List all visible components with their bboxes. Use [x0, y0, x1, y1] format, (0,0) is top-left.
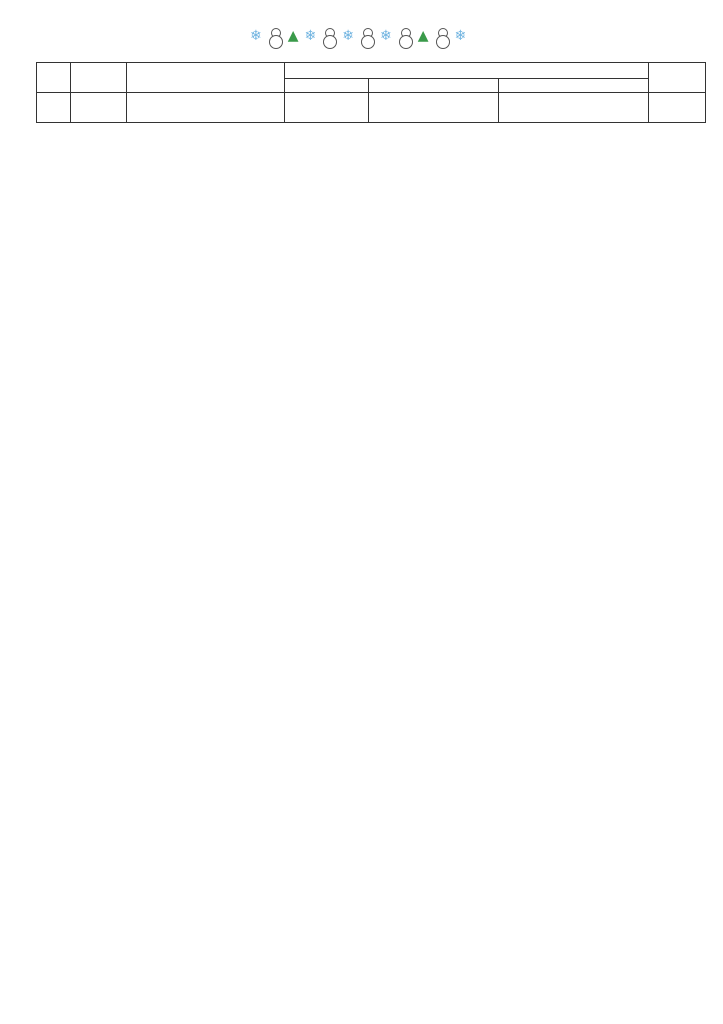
table-row: [37, 93, 706, 123]
snowman-icon: [322, 28, 336, 48]
snack10-cell: [71, 93, 127, 123]
snowman-icon: [435, 28, 449, 48]
header-ingredients: [285, 63, 649, 79]
header-date: [37, 63, 71, 93]
tree-icon: ▲: [417, 28, 429, 44]
snowflake-icon: ❄: [304, 28, 317, 44]
header-lunch: [127, 63, 285, 93]
lunch-cell: [127, 93, 285, 123]
date-cell: [37, 93, 71, 123]
snowman-icon: [268, 28, 282, 48]
header-body: [499, 79, 649, 93]
snowman-icon: [398, 28, 412, 48]
tree-icon: ▲: [287, 28, 299, 44]
snowflake-icon: ❄: [342, 28, 354, 44]
energy-cell: [285, 93, 369, 123]
snack3-cell: [649, 93, 706, 123]
menu-table: [36, 62, 706, 123]
menu-body: [37, 93, 706, 123]
header-snack10: [71, 63, 127, 93]
snowflake-icon: ❄: [379, 28, 392, 44]
body-cell: [499, 93, 649, 123]
snowflake-icon: ❄: [250, 28, 262, 44]
winter-decoration: [250, 28, 466, 58]
snowflake-icon: ❄: [454, 28, 467, 44]
snowman-icon: [360, 28, 374, 48]
header-energy: [285, 79, 369, 93]
header-blood: [369, 79, 499, 93]
blood-cell: [369, 93, 499, 123]
header-snack3: [649, 63, 706, 93]
header: [0, 0, 723, 62]
